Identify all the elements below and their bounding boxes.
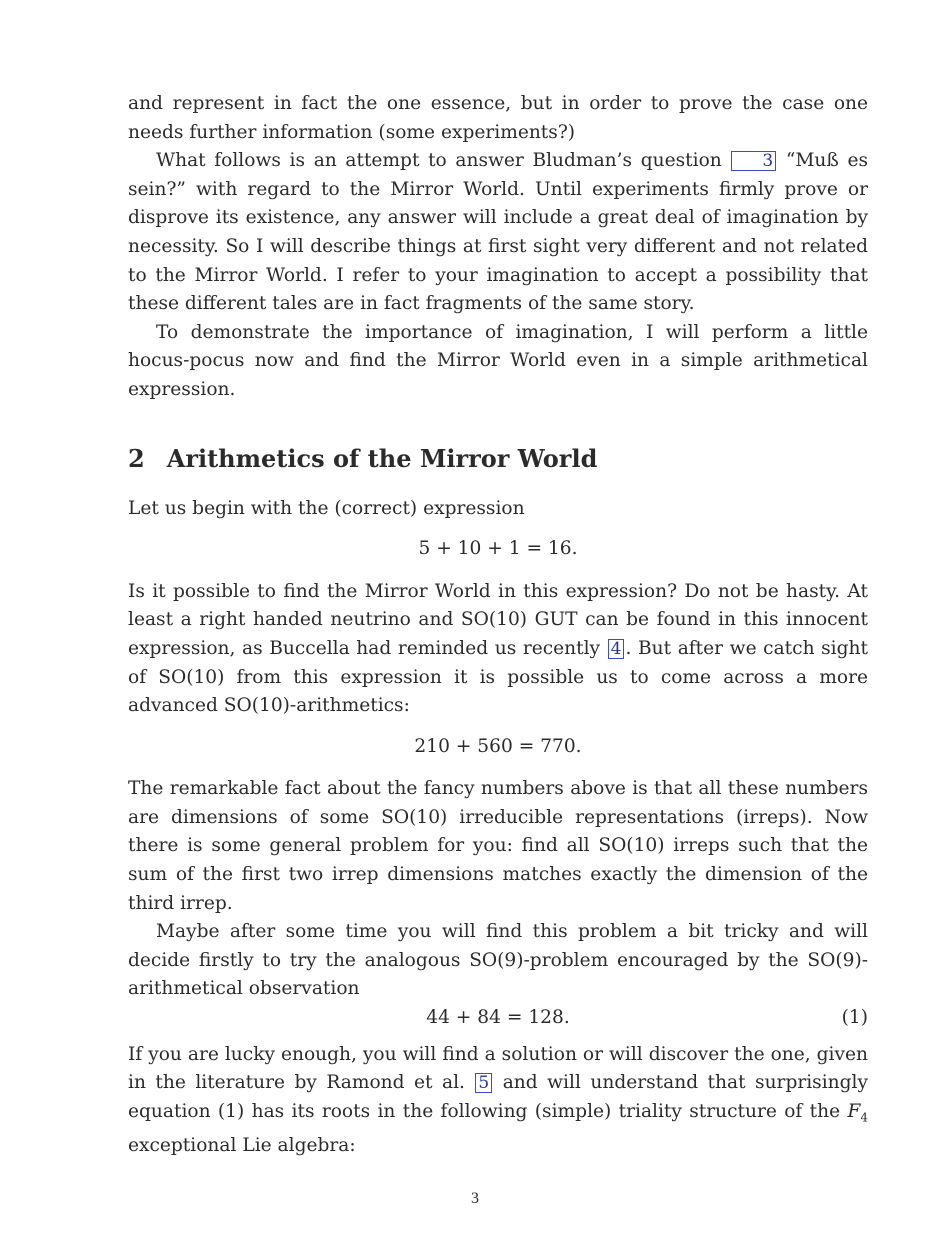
paragraph-continuation: and represent in fact the one essence, but in order to prove the case one needs further information (some experiments?) bbox=[128, 93, 868, 143]
paragraph-bludman-question bbox=[128, 147, 868, 319]
equation-tag: (1) bbox=[841, 1007, 868, 1029]
citation-link[interactable]: 3 bbox=[731, 151, 776, 171]
section-number: 2 bbox=[128, 443, 145, 473]
paragraph-text: . But after we catch sight of SO(10) from this expression it is possible us to come across a more advanced SO(10)-arithmetics: bbox=[128, 637, 868, 717]
equation-1: 5 + 10 + 1 = 16. bbox=[418, 538, 578, 560]
paragraph-text: “Muß es sein?” with regard to the Mirror World. Until experiments firmly prove or disprove its existence, any answer will include a great deal of imagination by necessity. So I will describe things at first sight very different and not related to the Mirror World. I refer to your imagination to accept a possibility that these different tales are in fact fragments of the same story. bbox=[128, 150, 868, 315]
paragraph-so9: Maybe after some time you will find this problem a bit tricky and will decide firstly to try the analogous SO(9)-problem encouraged by the SO(9)-arithmetical observation bbox=[128, 921, 868, 1000]
equation-3: 44 + 84 = 128. bbox=[426, 1007, 570, 1029]
paragraph-text: What follows is an attempt to answer Bludman’s question bbox=[156, 150, 731, 172]
paragraph-text: exceptional Lie algebra: bbox=[128, 1135, 356, 1157]
paragraph-irreps: The remarkable fact about the fancy numbers above is that all these numbers are dimensions of some SO(10) irreducible representations (irreps). Now there is some general problem for you: find all SO(10) irreps such that the sum of the first two irrep dimensions matches exactly the dimension of the third irrep. bbox=[128, 778, 868, 914]
equation-2: 210 + 560 = 770. bbox=[414, 735, 582, 757]
paper-page bbox=[128, 90, 868, 1161]
page-number: 3 bbox=[471, 1190, 479, 1207]
math-symbol: F bbox=[847, 1100, 861, 1122]
paragraph-text: If you are lucky enough, you will find a solution or will discover the one, given in the literature by Ramond et al. bbox=[128, 1043, 868, 1094]
paragraph-imagination: To demonstrate the importance of imagination, I will perform a little hocus-pocus now and find the Mirror World even in a simple arithmetical expression. bbox=[128, 321, 868, 400]
paragraph-text: Is it possible to find the Mirror World in this expression? Do not be hasty. At least a right handed neutrino and SO(10) GUT can be found in this innocent expression, as Buccella had reminded us recently bbox=[128, 580, 868, 659]
math-subscript: 4 bbox=[860, 1110, 868, 1125]
section-title: Arithmetics of the Mirror World bbox=[166, 443, 598, 473]
citation-link[interactable]: 5 bbox=[475, 1073, 492, 1093]
paragraph-text: and will understand that surprisingly equation (1) has its roots in the following (simple) triality structure of the bbox=[128, 1072, 868, 1122]
section-heading bbox=[128, 443, 868, 475]
citation-link[interactable]: 4 bbox=[608, 639, 625, 659]
paragraph-ramond bbox=[128, 1041, 868, 1161]
equation-numbered bbox=[128, 1004, 868, 1033]
paragraph-so10 bbox=[128, 578, 868, 721]
paragraph-intro: Let us begin with the (correct) expression bbox=[128, 497, 525, 519]
